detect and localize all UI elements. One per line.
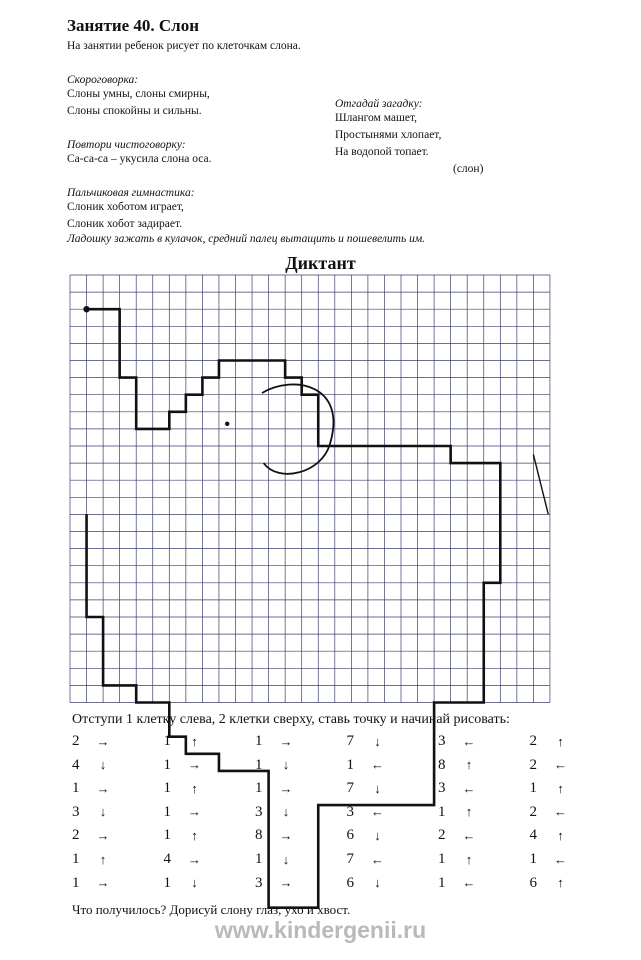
step-count: 6	[529, 874, 537, 891]
arrow-down-icon: ↓	[99, 804, 107, 820]
arrow-right-icon: →	[279, 780, 293, 796]
arrow-left-icon: ←	[371, 804, 384, 820]
footer-question: Что получилось? Дорисуй слону глаз, ухо и хвост.	[72, 902, 351, 917]
arrow-right-icon: →	[188, 851, 201, 867]
dictation-step	[72, 757, 112, 774]
finger-gym-line: Слоник хобот задирает.	[67, 218, 182, 230]
arrow-left-icon: ←	[462, 827, 476, 843]
dictation-step	[72, 733, 112, 750]
step-count: 2	[438, 827, 446, 844]
step-count: 1	[346, 756, 354, 773]
step-count: 3	[255, 803, 263, 820]
step-count: 1	[529, 780, 537, 797]
dictation-step	[530, 757, 570, 774]
step-count: 1	[163, 756, 171, 773]
step-count: 1	[163, 874, 171, 891]
elephant-tail	[533, 455, 548, 515]
arrow-up-icon: ↑	[557, 875, 564, 891]
arrow-right-icon: →	[279, 733, 293, 749]
arrow-right-icon: →	[188, 757, 201, 773]
step-count: 7	[346, 733, 354, 749]
step-count: 7	[346, 851, 354, 867]
step-count: 7	[346, 780, 354, 797]
riddle-line: Шлангом машет,	[335, 112, 418, 124]
arrow-left-icon: ←	[554, 851, 567, 867]
dictation-step	[347, 827, 387, 844]
step-count: 4	[529, 827, 537, 844]
step-count: 1	[163, 803, 171, 820]
dictation-step	[438, 851, 478, 868]
step-count: 8	[255, 827, 263, 844]
dictation-step	[347, 757, 387, 774]
arrow-right-icon: →	[96, 733, 110, 749]
riddle-line: На водопой топает.	[335, 146, 429, 158]
dictation-step	[347, 804, 387, 821]
arrow-up-icon: ↑	[557, 780, 564, 796]
dictation-step	[164, 827, 204, 844]
dictation-step	[164, 875, 204, 892]
arrow-right-icon: →	[96, 875, 110, 891]
arrow-up-icon: ↑	[557, 733, 564, 749]
step-count: 3	[72, 803, 80, 820]
step-count: 3	[438, 780, 446, 797]
step-count: 1	[529, 851, 537, 867]
arrow-down-icon: ↓	[374, 875, 381, 891]
step-count: 2	[529, 803, 537, 820]
dictation-step	[72, 851, 112, 868]
grid-lines	[70, 275, 550, 703]
dictation-step	[255, 827, 295, 844]
arrow-down-icon: ↓	[99, 757, 107, 773]
dictation-step	[164, 757, 204, 774]
step-count: 1	[255, 851, 263, 867]
watermark: www.kindergenii.ru	[214, 917, 427, 943]
tongue-twister-heading: Скороговорка:	[67, 74, 139, 86]
step-count: 6	[346, 874, 354, 891]
dictation-step	[530, 804, 570, 821]
dictation-step	[164, 804, 204, 821]
step-count: 4	[72, 756, 80, 773]
arrow-down-icon: ↓	[282, 804, 290, 820]
step-count: 1	[255, 756, 263, 773]
arrow-left-icon: ←	[371, 757, 384, 773]
finger-gym-note: Ладошку зажать в кулачок, средний палец вытащить и пошевелить им.	[67, 233, 426, 245]
dictation-step	[530, 733, 570, 750]
step-count: 3	[346, 803, 354, 820]
dictation-step	[72, 780, 112, 797]
dictation-step	[347, 733, 387, 750]
dictation-step	[255, 780, 295, 797]
start-dot	[83, 306, 89, 312]
dictation-step	[347, 851, 387, 868]
step-count: 3	[255, 874, 263, 891]
dictation-step	[438, 827, 478, 844]
arrow-down-icon: ↓	[374, 733, 381, 749]
dictation-step	[438, 757, 478, 774]
dictation-step	[72, 875, 112, 892]
dictation-step	[530, 827, 570, 844]
step-count: 1	[163, 733, 171, 749]
arrow-up-icon: ↑	[99, 851, 107, 867]
step-count: 2	[529, 756, 537, 773]
riddle-heading: Отгадай загадку:	[335, 98, 423, 110]
dictation-step	[530, 875, 570, 892]
dictation-step	[255, 851, 295, 868]
arrow-left-icon: ←	[554, 804, 567, 820]
step-count: 1	[163, 780, 171, 797]
step-count: 1	[438, 803, 446, 820]
dictation-step	[438, 804, 478, 821]
arrow-up-icon: ↑	[465, 804, 473, 820]
step-count: 1	[438, 851, 446, 867]
tongue-twister-line: Слоны спокойны и сильны.	[67, 105, 202, 117]
step-count: 1	[438, 874, 446, 891]
arrow-up-icon: ↑	[465, 757, 473, 773]
dictation-step	[438, 875, 478, 892]
tongue-twister-line: Слоны умны, слоны смирны,	[67, 88, 210, 100]
arrow-up-icon: ↑	[191, 780, 198, 796]
arrow-right-icon: →	[96, 827, 110, 843]
step-count: 1	[72, 780, 80, 797]
step-count: 3	[438, 733, 446, 749]
dictation-title: Диктант	[285, 253, 356, 273]
step-count: 6	[346, 827, 354, 844]
arrow-down-icon: ↓	[374, 827, 381, 843]
step-count: 1	[255, 733, 263, 749]
riddle-line: Простынями хлопает,	[335, 129, 442, 141]
step-count: 2	[529, 733, 537, 749]
step-count: 2	[72, 827, 80, 844]
clean-talk-line: Са-са-са – укусила слона оса.	[67, 153, 212, 165]
dictation-step	[164, 780, 204, 797]
arrow-left-icon: ←	[462, 875, 476, 891]
dictation-instruction: Отступи 1 клетку слева, 2 клетки сверху, ставь точку и начинай рисовать:	[72, 712, 510, 727]
arrow-left-icon: ←	[371, 851, 384, 867]
arrow-right-icon: →	[188, 804, 201, 820]
page-subtitle: На занятии ребенок рисует по клеточкам слона.	[67, 40, 301, 52]
step-count: 4	[163, 851, 171, 867]
dictation-step	[530, 780, 570, 797]
arrow-left-icon: ←	[462, 733, 476, 749]
arrow-right-icon: →	[279, 827, 293, 843]
riddle-answer: (слон)	[453, 163, 484, 175]
finger-gym-heading: Пальчиковая гимнастика:	[67, 187, 195, 199]
arrow-up-icon: ↑	[557, 827, 564, 843]
step-count: 8	[438, 756, 446, 773]
dictation-step	[255, 804, 295, 821]
dictation-step	[72, 804, 112, 821]
arrow-down-icon: ↓	[282, 757, 290, 773]
dictation-step	[164, 851, 204, 868]
dictation-step	[530, 851, 570, 868]
dictation-step	[164, 733, 204, 750]
arrow-left-icon: ←	[554, 757, 567, 773]
step-count: 1	[255, 780, 263, 797]
dictation-step	[72, 827, 112, 844]
step-count: 1	[163, 827, 171, 844]
clean-talk-heading: Повтори чистоговорку:	[67, 139, 186, 151]
dictation-step	[438, 780, 478, 797]
arrow-up-icon: ↑	[191, 733, 198, 749]
dictation-step	[255, 757, 295, 774]
arrow-up-icon: ↑	[465, 851, 473, 867]
dictation-step	[255, 875, 295, 892]
step-count: 1	[72, 851, 80, 867]
page-title: Занятие 40. Слон	[67, 16, 200, 35]
dictation-step	[347, 875, 387, 892]
dictation-step	[438, 733, 478, 750]
finger-gym-line: Слоник хоботом играет,	[67, 201, 184, 213]
arrow-right-icon: →	[279, 875, 293, 891]
arrow-down-icon: ↓	[191, 875, 198, 891]
arrow-up-icon: ↑	[191, 827, 198, 843]
elephant-eye	[225, 422, 229, 426]
arrow-right-icon: →	[96, 780, 110, 796]
dictation-step	[255, 733, 295, 750]
arrow-left-icon: ←	[462, 780, 476, 796]
step-count: 1	[72, 874, 80, 891]
dictation-step	[347, 780, 387, 797]
step-count: 2	[72, 733, 80, 749]
arrow-down-icon: ↓	[282, 851, 290, 867]
arrow-down-icon: ↓	[374, 780, 381, 796]
